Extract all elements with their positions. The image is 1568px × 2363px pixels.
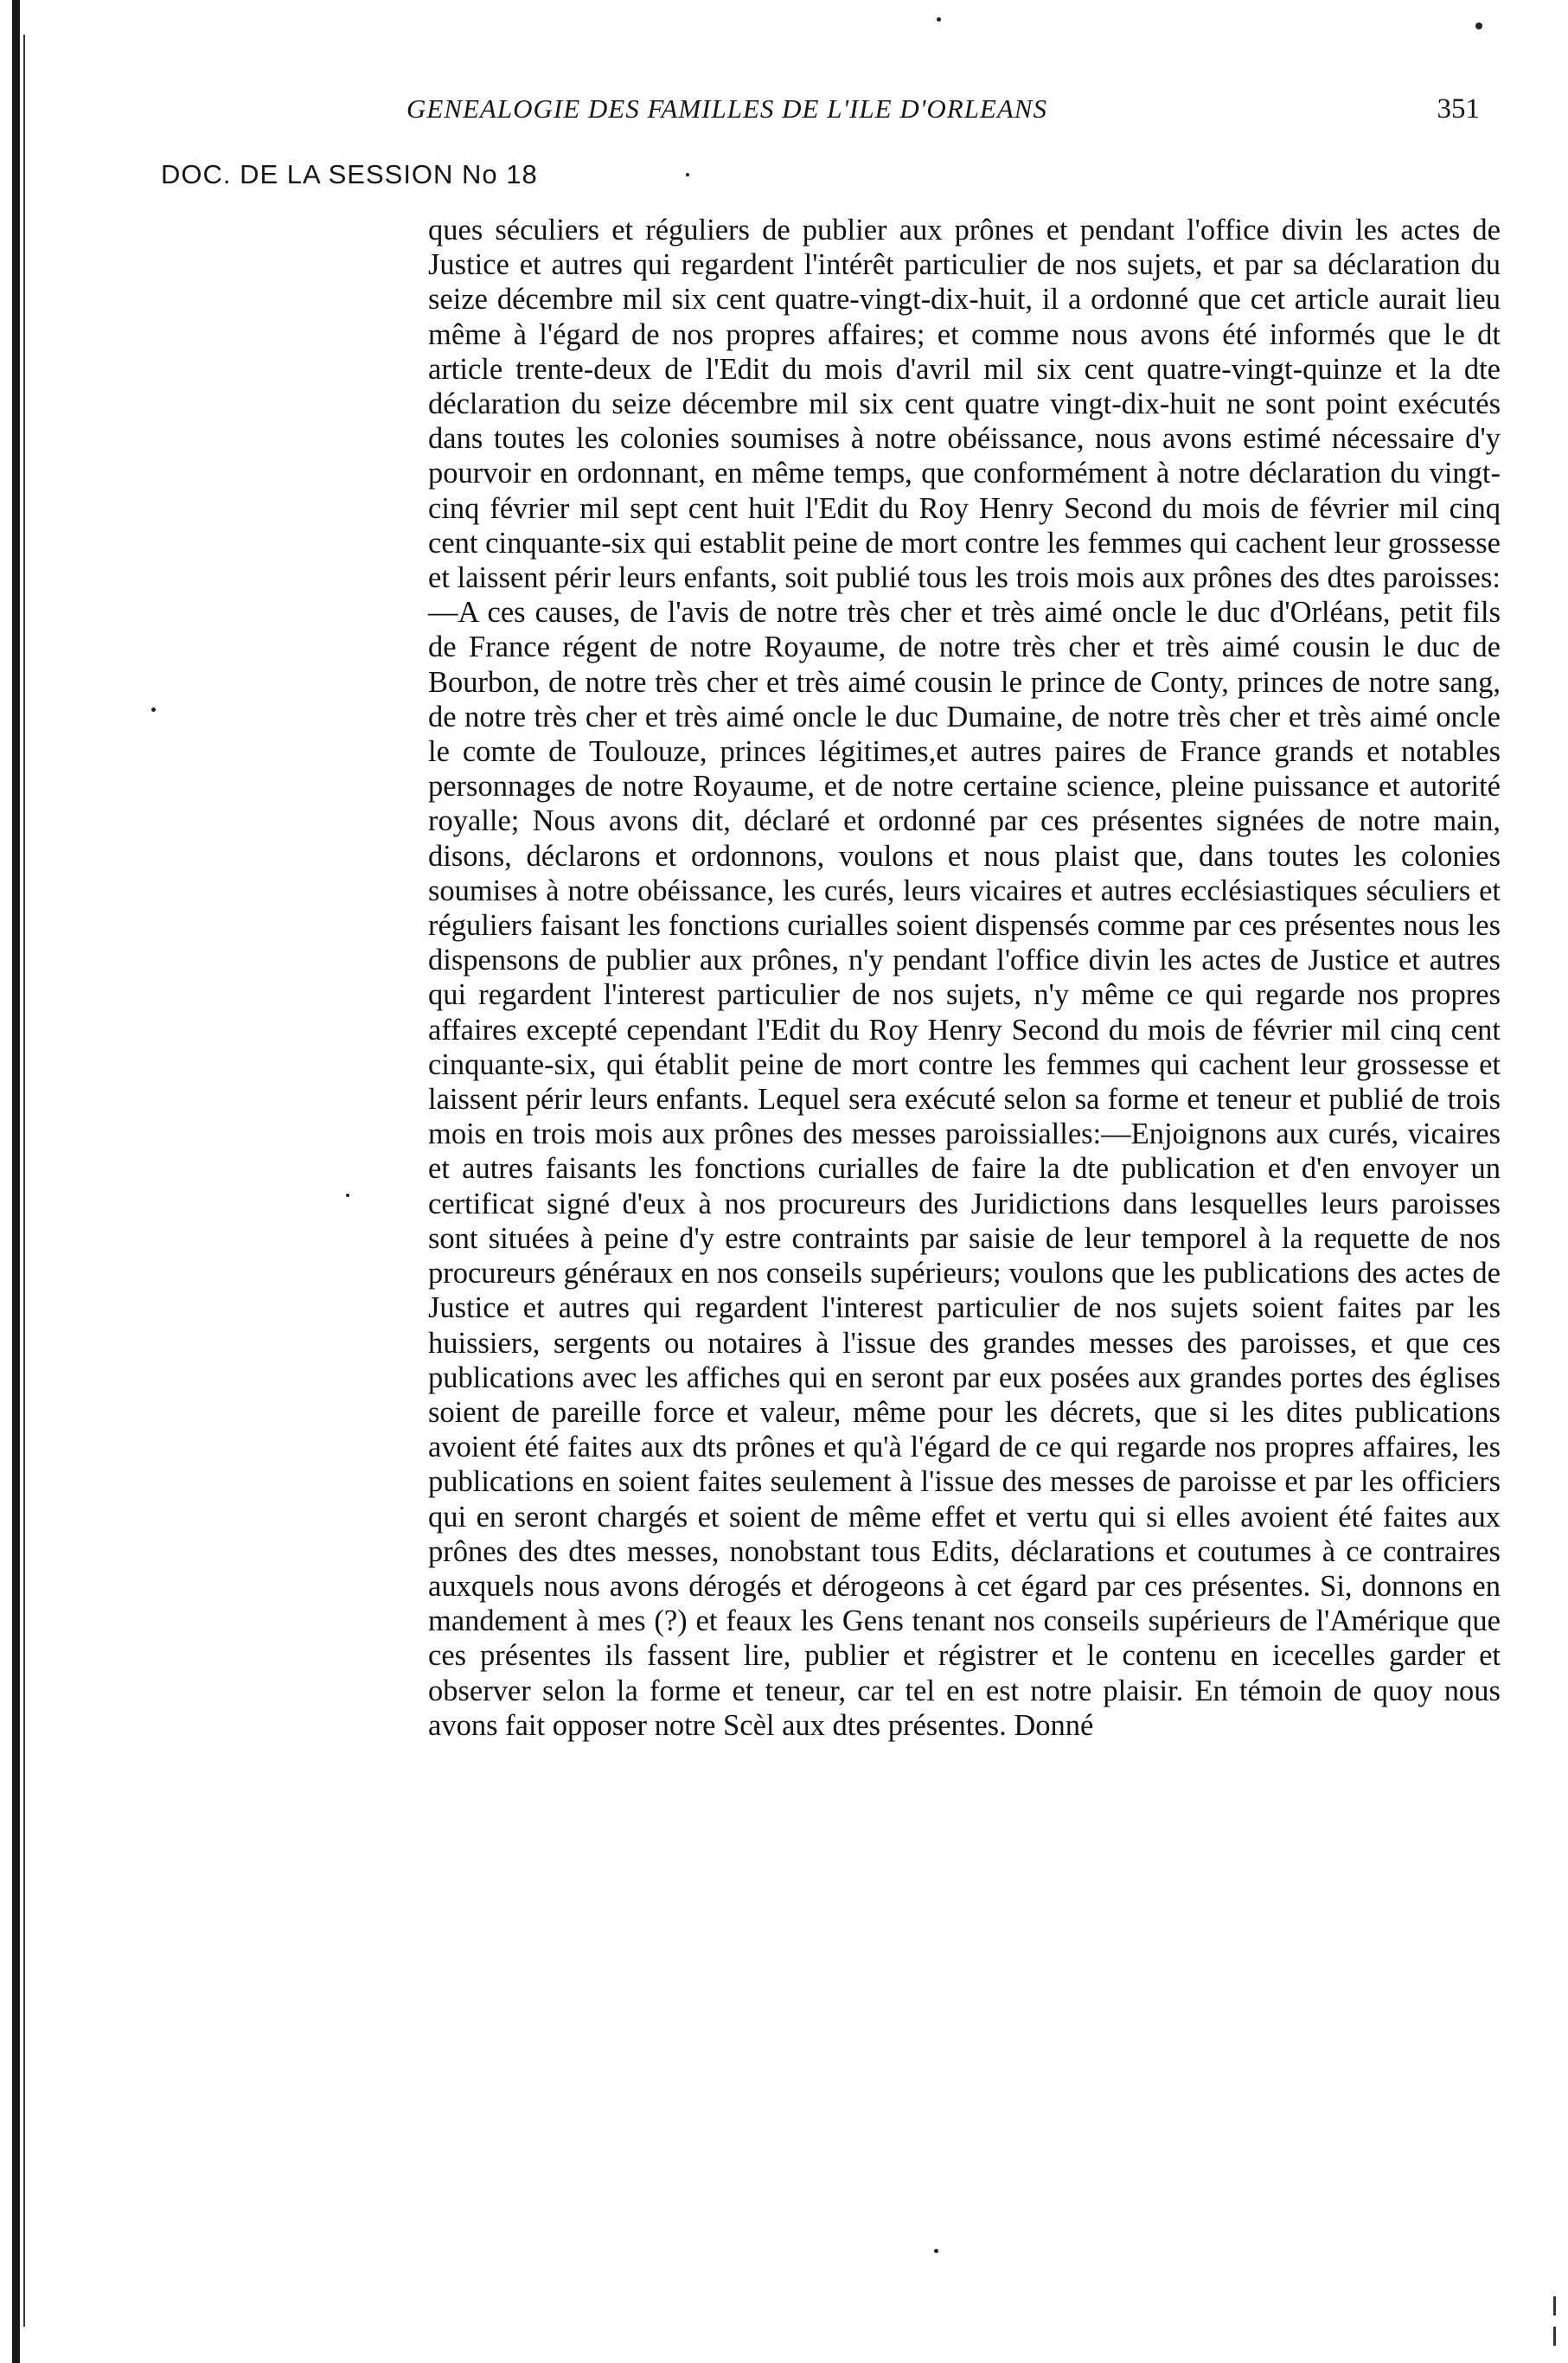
binding-edge-line — [23, 35, 25, 2327]
scan-mark — [1553, 2327, 1556, 2346]
scan-speck — [1475, 22, 1482, 29]
session-label: DOC. DE LA SESSION No 18 — [161, 159, 538, 189]
scan-speck — [934, 2249, 938, 2253]
scan-speck — [937, 17, 941, 22]
scan-speck — [151, 708, 156, 712]
binding-edge — [12, 0, 20, 2363]
scan-speck — [346, 1194, 349, 1197]
scan-mark — [1553, 2296, 1556, 2315]
page-number: 351 — [1437, 93, 1480, 125]
running-header: GENEALOGIE DES FAMILLES DE L'ILE D'ORLEANS — [406, 93, 1047, 124]
scan-speck — [686, 173, 689, 176]
body-text: ques séculiers et réguliers de publier aux prônes et pendant l'office divin les actes de Justice et autres qui regardent l'intérêt particulier de nos sujets, et par sa déclaration du seize décembre mil six cent quatre-vingt-dix-huit, il a ordonné que cet article aurait lieu même à l'égard de nos propres affaires; et comme nous avons été informés que le dt article trente-deux de l'Edit du mois d'avril mil six cent quatre-vingt-quinze et la dte déclaration du seize décembre mil six cent quatre vingt-dix-huit ne sont point exécutés dans toutes les colonies soumises à notre obéissance, nous avons estimé nécessaire d'y pourvoir en ordonnant, en même temps, que conformément à notre déclaration du vingt-cinq février mil sept cent huit l'Edit du Roy Henry Second du mois de février mil cinq cent cinquante-six qui establit peine de mort contre les femmes qui cachent leur grossesse et laissent périr leurs enfants, soit publié tous les trois mois aux prônes des dtes paroisses:—A ces causes, de l'avis de notre très cher et très aimé oncle le duc d'Orléans, petit fils de France régent de notre Royaume, de notre très cher et très aimé cousin le duc de Bourbon, de notre très cher et très aimé cousin le prince de Conty, princes de notre sang, de notre très cher et très aimé oncle le duc Dumaine, de notre très cher et très aimé oncle le comte de Toulouze, princes légitimes,et autres paires de France grands et notables personnages de notre Royaume, et de notre certaine science, pleine puissance et autorité royalle; Nous avons dit, déclaré et ordonné par ces présentes signées de notre main, disons, déclarons et ordonnons, voulons et nous plaist que, dans toutes les colonies soumises à notre obéissance, les curés, leurs vicaires et autres ecclésiastiques séculiers et réguliers faisant les fonctions curialles soient dispensés comme par ces présentes nous les dispensons de publier aux prônes, n'y pendant l'office divin les actes de Justice et autres qui regardent l'interest particulier de nos sujets, n'y même ce qui regarde nos propres affaires excepté cependant l'Edit du Roy Henry Second du mois de février mil cinq cent cinquante-six, qui établit peine de mort contre les femmes qui cachent leur grossesse et laissent périr leurs enfants. Lequel sera exécuté selon sa forme et teneur et publié de trois mois en trois mois aux prônes des messes paroissialles:—Enjoignons aux curés, vicaires et autres faisants les fonctions curialles de faire la dte publication et d'en envoyer un certificat signé d'eux à nos procureurs des Juridictions dans lesquelles leurs paroisses sont situées à peine d'y estre contraints par saisie de leur temporel à la requette de nos procureurs généraux en nos conseils supérieurs; voulons que les publications des actes de Justice et autres qui regardent l'interest particulier de nos sujets soient faites par les huissiers, sergents ou notaires à l'issue des grandes messes des paroisses, et que ces publications avec les affiches qui en seront par eux posées aux grandes portes des églises soient de pareille force et valeur, même pour les décrets, que si les dites publications avoient été faites aux dts prônes et qu'à l'égard de ce qui regarde nos propres affaires, les publications en soient faites seulement à l'issue des messes de paroisse et par les officiers qui en seront chargés et soient de même effet et vertu qui si elles avoient été faites aux prônes des dtes messes, nonobstant tous Edits, déclarations et coutumes à ce contraires auxquels nous avons dérogés et dérogeons à cet égard par ces présentes. Si, donnons en mandement à mes (?) et feaux les Gens tenant nos conseils supérieurs de l'Amérique que ces présentes ils fassent lire, publier et régistrer et le contenu en icecelles garder et observer selon la forme et teneur, car tel en est notre plaisir. En témoin de quoy nous avons fait opposer notre Scèl aux dtes présentes. Donné — [428, 214, 1501, 1742]
